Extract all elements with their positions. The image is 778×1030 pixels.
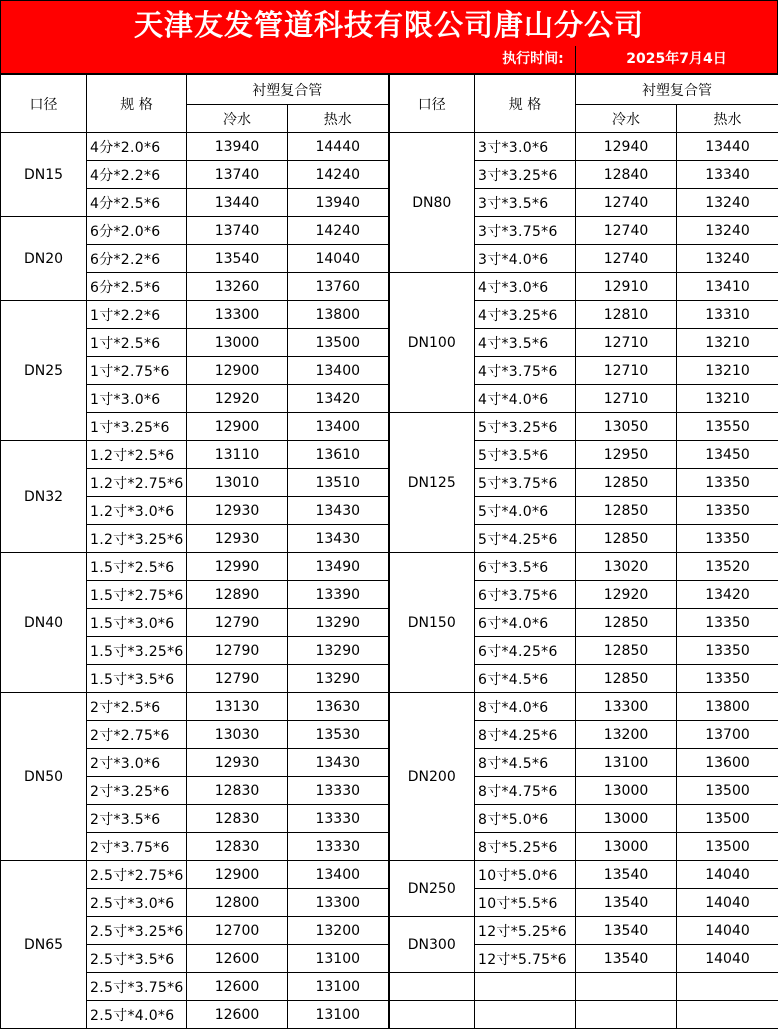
cold-price-cell: 13540 [576,945,677,973]
header-group: 衬塑复合管 [187,75,389,105]
empty-cell [677,1001,778,1029]
cold-price-cell: 13740 [187,161,288,189]
cold-price-cell: 13200 [576,721,677,749]
date-value: 2025年7月4日 [626,51,727,67]
spec-cell: 2.5寸*4.0*6 [87,1001,187,1029]
hot-price-cell: 13340 [677,161,778,189]
hot-price-cell: 14240 [288,161,389,189]
header-hot: 热水 [288,105,389,133]
hot-price-cell: 13500 [677,833,778,861]
spec-cell: 6寸*4.5*6 [475,665,576,693]
cold-price-cell: 13000 [187,329,288,357]
spec-cell: 1.5寸*2.5*6 [87,553,187,581]
caliber-cell: DN50 [1,693,87,861]
hot-price-cell: 13350 [677,637,778,665]
spec-cell: 8寸*4.5*6 [475,749,576,777]
caliber-cell: DN40 [1,553,87,693]
date-bar [0,46,778,74]
spec-cell: 4寸*3.0*6 [475,273,576,301]
hot-price-cell: 13400 [288,413,389,441]
caliber-cell: DN15 [1,133,87,217]
spec-cell: 1寸*3.25*6 [87,413,187,441]
hot-price-cell: 13290 [288,637,389,665]
cold-price-cell: 12900 [187,861,288,889]
spec-cell: 1.5寸*3.5*6 [87,665,187,693]
hot-price-cell: 13440 [677,133,778,161]
spec-cell: 1.2寸*3.25*6 [87,525,187,553]
hot-price-cell: 13350 [677,525,778,553]
spec-cell: 6寸*4.0*6 [475,609,576,637]
spec-cell: 8寸*4.0*6 [475,693,576,721]
spec-cell: 4寸*4.0*6 [475,385,576,413]
cold-price-cell: 12850 [576,609,677,637]
spec-cell: 1.2寸*2.75*6 [87,469,187,497]
spec-cell: 4寸*3.75*6 [475,357,576,385]
hot-price-cell: 14040 [677,861,778,889]
empty-cell [576,973,677,1001]
cold-price-cell: 12950 [576,441,677,469]
hot-price-cell: 13510 [288,469,389,497]
hot-price-cell: 13430 [288,525,389,553]
hot-price-cell: 14440 [288,133,389,161]
cold-price-cell: 12710 [576,385,677,413]
cold-price-cell: 13000 [576,805,677,833]
cold-price-cell: 12600 [187,973,288,1001]
caliber-cell: DN250 [389,861,475,917]
hot-price-cell: 13500 [288,329,389,357]
hot-price-cell: 13430 [288,749,389,777]
hot-price-cell: 14040 [677,917,778,945]
cold-price-cell: 13000 [576,833,677,861]
cold-price-cell: 12830 [187,777,288,805]
spec-cell: 5寸*4.0*6 [475,497,576,525]
spec-cell: 1寸*2.2*6 [87,301,187,329]
spec-cell: 8寸*4.75*6 [475,777,576,805]
cold-price-cell: 13100 [576,749,677,777]
hot-price-cell: 13240 [677,189,778,217]
spec-cell: 8寸*5.0*6 [475,805,576,833]
hot-price-cell: 13610 [288,441,389,469]
table-row [1,693,778,721]
hot-price-cell: 13430 [288,497,389,525]
cold-price-cell: 12710 [576,357,677,385]
spec-cell: 5寸*3.5*6 [475,441,576,469]
cold-price-cell: 13260 [187,273,288,301]
spec-cell: 2寸*3.0*6 [87,749,187,777]
spec-cell: 2寸*3.5*6 [87,805,187,833]
hot-price-cell: 13700 [677,721,778,749]
header-cold: 冷水 [576,105,677,133]
spec-cell: 2.5寸*3.0*6 [87,889,187,917]
hot-price-cell: 13400 [288,861,389,889]
hot-price-cell: 13420 [677,581,778,609]
hot-price-cell: 13940 [288,189,389,217]
caliber-cell: DN150 [389,553,475,693]
spec-cell: 6分*2.5*6 [87,273,187,301]
header-caliber: 口径 [389,75,475,133]
spec-cell: 2.5寸*3.75*6 [87,973,187,1001]
cold-price-cell: 12850 [576,637,677,665]
header-caliber: 口径 [1,75,87,133]
spec-cell: 3寸*3.5*6 [475,189,576,217]
spec-cell: 2.5寸*3.5*6 [87,945,187,973]
cold-price-cell: 13130 [187,693,288,721]
cold-price-cell: 13010 [187,469,288,497]
spec-cell: 6寸*3.75*6 [475,581,576,609]
spec-cell: 2寸*3.75*6 [87,833,187,861]
spec-cell: 1.5寸*3.25*6 [87,637,187,665]
cold-price-cell: 13030 [187,721,288,749]
spec-cell: 6寸*4.25*6 [475,637,576,665]
cold-price-cell: 12910 [576,273,677,301]
cold-price-cell: 12790 [187,609,288,637]
table-row [1,133,778,161]
cold-price-cell: 12800 [187,889,288,917]
cold-price-cell: 13540 [187,245,288,273]
hot-price-cell: 13290 [288,609,389,637]
spec-cell: 4分*2.5*6 [87,189,187,217]
hot-price-cell: 13350 [677,497,778,525]
hot-price-cell: 13210 [677,329,778,357]
cold-price-cell: 12850 [576,525,677,553]
empty-cell [677,973,778,1001]
spec-cell: 4寸*3.5*6 [475,329,576,357]
caliber-cell: DN20 [1,217,87,301]
spec-cell: 3寸*3.75*6 [475,217,576,245]
hot-price-cell: 13100 [288,1001,389,1029]
cold-price-cell: 13540 [576,889,677,917]
caliber-cell: DN300 [389,917,475,973]
hot-price-cell: 13630 [288,693,389,721]
cold-price-cell: 12930 [187,525,288,553]
spec-cell: 1.2寸*3.0*6 [87,497,187,525]
hot-price-cell: 13210 [677,357,778,385]
header-spec: 规 格 [475,75,576,133]
hot-price-cell: 13600 [677,749,778,777]
hot-price-cell: 13410 [677,273,778,301]
hot-price-cell: 13420 [288,385,389,413]
hot-price-cell: 13240 [677,245,778,273]
hot-price-cell: 13500 [677,777,778,805]
hot-price-cell: 13490 [288,553,389,581]
hot-price-cell: 13760 [288,273,389,301]
cold-price-cell: 12840 [576,161,677,189]
caliber-cell: DN200 [389,693,475,861]
header-cold: 冷水 [187,105,288,133]
hot-price-cell: 13350 [677,665,778,693]
hot-price-cell: 13390 [288,581,389,609]
empty-cell [475,1001,576,1029]
spec-cell: 1.2寸*2.5*6 [87,441,187,469]
cold-price-cell: 12830 [187,805,288,833]
spec-cell: 8寸*5.25*6 [475,833,576,861]
empty-cell [389,973,475,1001]
cold-price-cell: 12740 [576,189,677,217]
date-label: 执行时间: [491,46,576,73]
hot-price-cell: 13100 [288,973,389,1001]
table-row [1,917,778,945]
table-row [1,1001,778,1029]
empty-cell [389,1001,475,1029]
spec-cell: 1寸*2.75*6 [87,357,187,385]
spec-cell: 2寸*3.25*6 [87,777,187,805]
cold-price-cell: 13110 [187,441,288,469]
cold-price-cell: 12740 [576,245,677,273]
header-spec: 规 格 [87,75,187,133]
table-row [1,413,778,441]
spec-cell: 10寸*5.5*6 [475,889,576,917]
spec-cell: 2.5寸*2.75*6 [87,861,187,889]
caliber-cell: DN125 [389,413,475,553]
spec-cell: 3寸*3.0*6 [475,133,576,161]
cold-price-cell: 13540 [576,917,677,945]
cold-price-cell: 12920 [187,385,288,413]
spec-cell: 4分*2.0*6 [87,133,187,161]
hot-price-cell: 13100 [288,945,389,973]
caliber-cell: DN65 [1,861,87,1029]
spec-cell: 4分*2.2*6 [87,161,187,189]
cold-price-cell: 12920 [576,581,677,609]
header-group: 衬塑复合管 [576,75,778,105]
spec-cell: 6寸*3.5*6 [475,553,576,581]
cold-price-cell: 12600 [187,945,288,973]
hot-price-cell: 13400 [288,357,389,385]
hot-price-cell: 14040 [677,945,778,973]
hot-price-cell: 13800 [677,693,778,721]
cold-price-cell: 12850 [576,497,677,525]
hot-price-cell: 13520 [677,553,778,581]
hot-price-cell: 13310 [677,301,778,329]
hot-price-cell: 13290 [288,665,389,693]
table-row [1,273,778,301]
hot-price-cell: 13800 [288,301,389,329]
hot-price-cell: 13450 [677,441,778,469]
cold-price-cell: 13540 [576,861,677,889]
cold-price-cell: 12900 [187,413,288,441]
table-row [1,973,778,1001]
cold-price-cell: 12740 [576,217,677,245]
spec-cell: 8寸*4.25*6 [475,721,576,749]
cold-price-cell: 12850 [576,469,677,497]
spec-cell: 2寸*2.75*6 [87,721,187,749]
cold-price-cell: 12900 [187,357,288,385]
price-table [0,74,778,1029]
cold-price-cell: 13740 [187,217,288,245]
hot-price-cell: 13530 [288,721,389,749]
caliber-cell: DN80 [389,133,475,273]
cold-price-cell: 12990 [187,553,288,581]
hot-price-cell: 13200 [288,917,389,945]
spec-cell: 2寸*2.5*6 [87,693,187,721]
hot-price-cell: 13500 [677,805,778,833]
caliber-cell: DN25 [1,301,87,441]
cold-price-cell: 12850 [576,665,677,693]
hot-price-cell: 13350 [677,609,778,637]
cold-price-cell: 12940 [576,133,677,161]
spec-cell: 5寸*3.75*6 [475,469,576,497]
sheet-title: 天津友发管道科技有限公司唐山分公司 [0,0,778,47]
spec-cell: 12寸*5.25*6 [475,917,576,945]
cold-price-cell: 12700 [187,917,288,945]
hot-price-cell: 13300 [288,889,389,917]
spec-cell: 6分*2.0*6 [87,217,187,245]
cold-price-cell: 13300 [187,301,288,329]
hot-price-cell: 13330 [288,805,389,833]
cold-price-cell: 12790 [187,665,288,693]
empty-cell [475,973,576,1001]
cold-price-cell: 13300 [576,693,677,721]
hot-price-cell: 13210 [677,385,778,413]
header-hot: 热水 [677,105,778,133]
spec-cell: 10寸*5.0*6 [475,861,576,889]
cold-price-cell: 13440 [187,189,288,217]
hot-price-cell: 14040 [288,245,389,273]
cold-price-cell: 12930 [187,749,288,777]
table-row [1,553,778,581]
cold-price-cell: 12790 [187,637,288,665]
cold-price-cell: 12830 [187,833,288,861]
spec-cell: 3寸*3.25*6 [475,161,576,189]
spec-cell: 1.5寸*3.0*6 [87,609,187,637]
spec-cell: 3寸*4.0*6 [475,245,576,273]
cold-price-cell: 12930 [187,497,288,525]
cold-price-cell: 13940 [187,133,288,161]
cold-price-cell: 13000 [576,777,677,805]
spec-cell: 5寸*3.25*6 [475,413,576,441]
caliber-cell: DN32 [1,441,87,553]
table-row [1,861,778,889]
cold-price-cell: 13050 [576,413,677,441]
hot-price-cell: 13350 [677,469,778,497]
cold-price-cell: 12600 [187,1001,288,1029]
spec-cell: 12寸*5.75*6 [475,945,576,973]
hot-price-cell: 13330 [288,777,389,805]
caliber-cell: DN100 [389,273,475,413]
hot-price-cell: 14240 [288,217,389,245]
spec-cell: 5寸*4.25*6 [475,525,576,553]
spec-cell: 1.5寸*2.75*6 [87,581,187,609]
hot-price-cell: 13550 [677,413,778,441]
cold-price-cell: 12710 [576,329,677,357]
spec-cell: 1寸*3.0*6 [87,385,187,413]
cold-price-cell: 12810 [576,301,677,329]
hot-price-cell: 13330 [288,833,389,861]
spec-cell: 1寸*2.5*6 [87,329,187,357]
spec-cell: 6分*2.2*6 [87,245,187,273]
spec-cell: 2.5寸*3.25*6 [87,917,187,945]
spec-cell: 4寸*3.25*6 [475,301,576,329]
cold-price-cell: 13020 [576,553,677,581]
cold-price-cell: 12890 [187,581,288,609]
hot-price-cell: 14040 [677,889,778,917]
hot-price-cell: 13240 [677,217,778,245]
empty-cell [576,1001,677,1029]
